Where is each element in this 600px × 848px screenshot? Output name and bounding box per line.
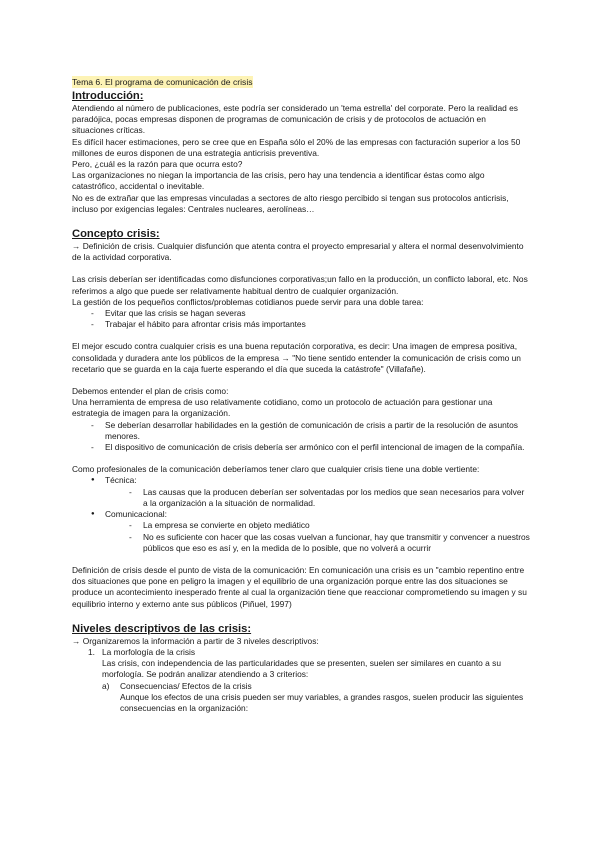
concepto-paragraph-6: Como profesionales de la comunicación deberíamos tener claro que cualquier crisis tiene una doble vertiente: (72, 464, 480, 475)
intro-paragraph-4: Las organizaciones no niegan la importancia de las crisis, pero hay una tendencia a identificar éstas como algo catastrófico, accidental o inevitable. (72, 170, 485, 192)
list-item: - No es suficiente con hacer que las cosas vuelvan a funcionar, hay que transmitir y convencer a nuestros públicos que eso es así y, en la medida de lo posible, que no volverá a ocurrir (129, 532, 530, 554)
niveles-heading: Niveles descriptivos de las crisis: (72, 622, 252, 635)
list-item: - Se deberían desarrollar habilidades en la gestión de comunicación de crisis a partir de la resolución de asuntos menores. (91, 420, 530, 442)
concepto-paragraph-2: La gestión de los pequeños conflictos/problemas cotidianos puede servir para una doble tarea: (72, 296, 424, 307)
concepto-paragraph-1: Las crisis deberían ser identificadas como disfunciones corporativas;un fallo en la producción, un conflicto laboral, etc. Nos referimos a algo que puede ser relativamente habitual dentro de cualquier organización. (72, 274, 528, 296)
vertientes-list (72, 475, 530, 553)
item-title: La morfología de la crisis (102, 646, 196, 657)
list-item (91, 475, 530, 509)
intro-heading: Introducción: (72, 90, 144, 102)
sub-item-title: Consecuencias/ Efectos de la crisis (120, 680, 252, 691)
list-item: - Las causas que la producen deberían ser solventadas por los medios que sean necesarios para volver a la organización a la situación de normalidad. (129, 487, 530, 509)
intro-paragraph-1: Atendiendo al número de publicaciones, este podría ser considerado un 'tema estrella' del corporate. Pero la realidad es paradójica, pocas empresas disponen de programas de comunicación de crisis y de protocolos de actuación en situaciones críticas. (72, 103, 518, 136)
concepto-heading: Concepto crisis: (72, 228, 160, 241)
intro-paragraph-5: No es de extrañar que las empresas vinculadas a sectores de alto riesgo percibido si tengan sus protocolos anticrisis, incluso por exigencias legales: Centrales nucleares, aerolíneas… (72, 192, 509, 214)
intro-paragraph-3: Pero, ¿cuál es la razón para que ocurra esto? (72, 159, 243, 170)
list-item (91, 509, 530, 554)
crisis-definition: → Definición de crisis. Cualquier disfunción que atenta contra el proyecto empresarial y altera el normal desenvolvimiento de la actividad corporativa. (72, 241, 524, 263)
list-item: - Evitar que las crisis se hagan severas (91, 308, 530, 319)
plan-list (72, 420, 530, 454)
concepto-paragraph-7: Definición de crisis desde el punto de vista de la comunicación: En comunicación una crisis es un "cambio repentino entre dos situaciones que pone en peligro la imagen y el equilibrio de una organización porque entre las dos situaciones se produce un acontecimiento inesperado frente al cual la organización tiene que reaccionar comprometiendo su imagen y su equilibrio interno y externo ante sus públicos (Piñuel, 1997) (72, 564, 527, 609)
niveles-intro: → Organizaremos la información a partir de 3 niveles descriptivos: (72, 635, 319, 646)
intro-paragraph-2: Es difícil hacer estimaciones, pero se cree que en España sólo el 20% de las empresas con facturación superior a los 50 millones de euros disponen de una estrategia anticrisis preventiva. (72, 136, 521, 158)
niveles-list (72, 647, 530, 714)
vertiente-label-comunicacional: Comunicacional: (105, 509, 167, 520)
list-item: - Trabajar el hábito para afrontar crisis más importantes (91, 319, 530, 330)
list-item: - La empresa se convierte en objeto mediático (129, 520, 530, 531)
concepto-paragraph-3: El mejor escudo contra cualquier crisis es una buena reputación corporativa, es decir: Una imagen de empresa positiva, consolidada y duradera ante los públicos de la empresa → "No tiene sentido entender la comunicación de crisis como un recetario que se guarda en la caja fuerte esperando el día que suceda la catástrofe" (Villafañe). (72, 341, 521, 374)
concepto-paragraph-5: Una herramienta de empresa de uso relativamente cotidiano, como un protocolo de actuación para gestionar una estrategia de imagen para la organización. (72, 397, 493, 419)
vertiente-label-tecnica: Técnica: (105, 475, 137, 486)
item-text: Las crisis, con independencia de las particularidades que se presenten, suelen ser similares en cuanto a su morfología. Se podrán analizar atendiendo a 3 criterios: (102, 658, 501, 680)
item-number: 1. (88, 646, 95, 657)
document-page (72, 72, 530, 714)
concepto-paragraph-4: Debemos entender el plan de crisis como: (72, 386, 229, 397)
list-item: - El dispositivo de comunicación de crisis debería ser armónico con el perfil intencional de imagen de la compañía. (91, 442, 530, 453)
topic-title: Tema 6. El programa de comunicación de crisis (72, 77, 253, 87)
task-list (72, 308, 530, 330)
sub-item-text: Aunque los efectos de una crisis pueden ser muy variables, a grandes rasgos, suelen producir las siguientes consecuencias en la organización: (120, 691, 524, 713)
sub-item-label: a) (102, 680, 110, 691)
list-item (88, 647, 530, 714)
